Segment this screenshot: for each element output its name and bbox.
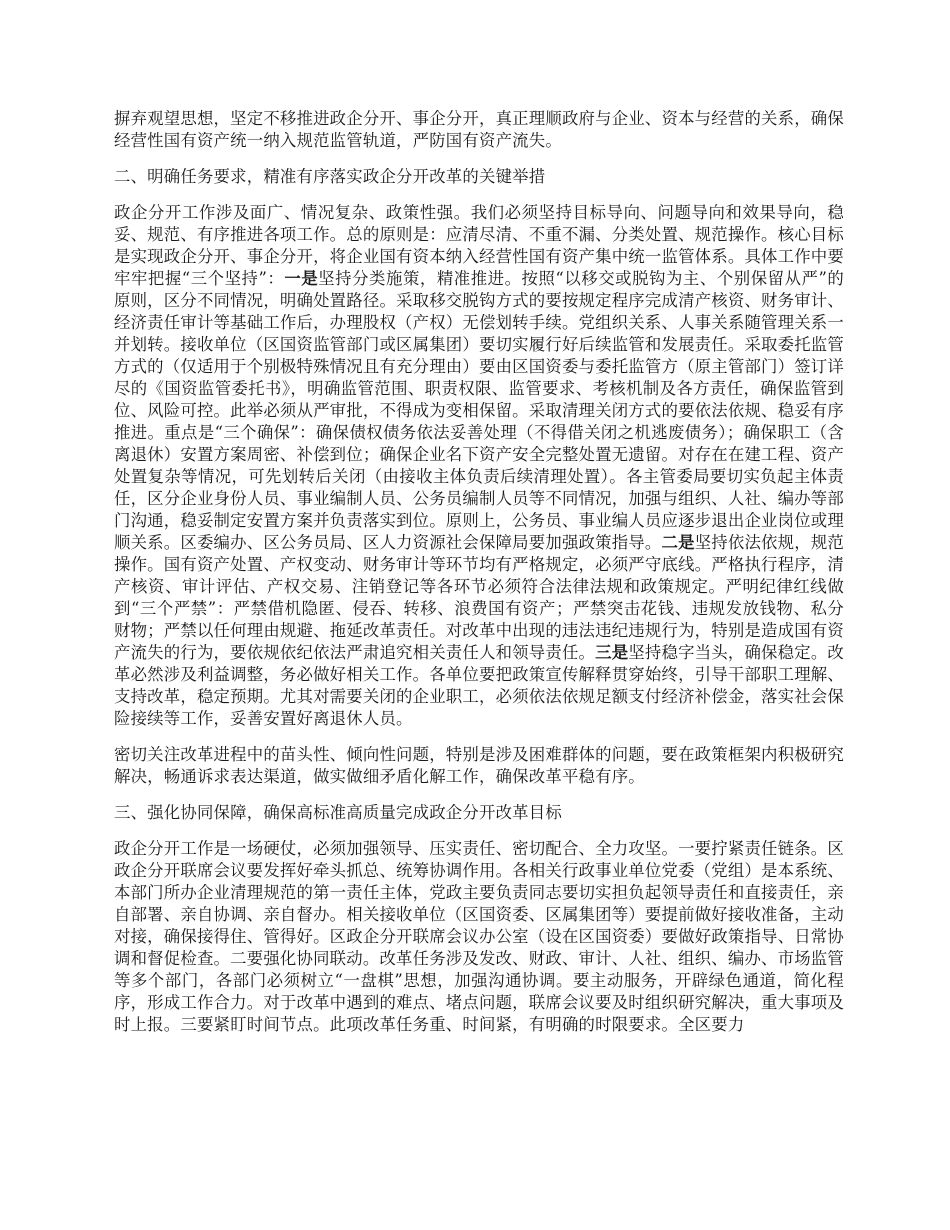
lead-phrase-1: 一是 (284, 269, 319, 288)
intro-paragraph: 摒弃观望思想，坚定不移推进政企分开、事企分开，真正理顺政府与企业、资本与经营的关系，确保经营性国有资产统一纳入规范监管轨道，严防国有资产流失。 (114, 109, 844, 150)
section-3-paragraph: 政企分开工作是一场硬仗，必须加强领导、压实责任、密切配合、全力攻坚。一要拧紧责任链条。区政企分开联席会议要发挥好牵头抓总、统筹协调作用。各相关行政事业单位党委（党组）是本系统、本部门所办企业清理规范的第一责任主体，党政主要负责同志要切实担负起领导责任和直接责任，亲自部署、亲自协调、亲自督办。相关接收单位（区国资委、区属集团等）要提前做好接收准备，主动对接，确保接得住、管得好。区政企分开联席会议办公室（设在区国资委）要做好政策指导、日常协调和督促检查。二要强化协同联动。改革任务涉及发改、财政、审计、人社、组织、编办、市场监管等多个部门，各部门必须树立“一盘棋”思想，加强沟通协调。要主动服务，开辟绿色通道，简化程序，形成工作合力。对于改革中遇到的难点、堵点问题，联席会议要及时组织研究解决，重大事项及时上报。三要紧盯时间节点。此项改革任务重、时间紧，有明确的时限要求。全区要力 (114, 839, 844, 1034)
section-heading-3: 三、强化协同保障，确保高标准高质量完成政企分开改革目标 (114, 803, 562, 822)
lead-phrase-3: 三是 (595, 643, 629, 662)
section-2-text-b: 坚持分类施策，精准推进。按照“以移交或脱钩为主、个别保留从严”的原则，区分不同情况，明确处置路径。采取移交脱钩方式的要按规定程序完成清产核资、财务审计、经济责任审计等基础工作后，办理股权（产权）无偿划转手续。党组织关系、人事关系随管理关系一并划转。接收单位（区国资监管部门或区属集团）要切实履行好后续监管和发展责任。采取委托监管方式的（仅适用于个别极特殊情况且有充分理由）要由区国资委与委托监管方（原主管部门）签订详尽的《国资监管委托书》，明确监管范围、职责权限、监管要求、考核机制及各方责任，确保监管到位、风险可控。此举必须从严审批，不得成为变相保留。采取清理关闭方式的要依法依规、稳妥有序推进。重点是“三个确保”：确保债权债务依法妥善处理（不得借关闭之机逃废债务）；确保职工（含离退休）安置方案周密、补偿到位；确保企业名下资产安全完整处置无遗留。对存在在建工程、资产处置复杂等情况，可先划转后关闭（由接收主体负责后续清理处置）。各主管委局要切实负起主体责任，区分企业身份人员、事业编制人员、公务员编制人员等不同情况，加强与组织、人社、编办等部门沟通，稳妥制定安置方案并负责落实到位。原则上，公务员、事业编人员应逐步退出企业岗位或理顺关系。区委编办、区公务员局、区人力资源社会保障局要加强政策指导。 (114, 269, 844, 552)
stability-paragraph: 密切关注改革进程中的苗头性、倾向性问题，特别是涉及困难群体的问题，要在政策框架内积极研究解决，畅通诉求表达渠道，做实做细矛盾化解工作，确保改革平稳有序。 (114, 745, 844, 786)
section-2-text-a: 政企分开工作涉及面广、情况复杂、政策性强。我们必须坚持目标导向、问题导向和效果导向，稳妥、规范、有序推进各项工作。总的原则是：应清尽清、不重不漏、分类处置、规范操作。核心目标是实现政企分开、事企分开，将企业国有资本纳入经营性国有资产集中统一监管体系。具体工作中要牢牢把握“三个坚持”： (114, 203, 844, 288)
section-heading-2: 二、明确任务要求，精准有序落实政企分开改革的关键举措 (114, 167, 546, 186)
section-2-paragraph (114, 202, 844, 730)
document-page (114, 108, 844, 1036)
lead-phrase-2: 二是 (661, 533, 695, 552)
section-2-text-d: 坚持稳字当头，确保稳定。改革必然涉及利益调整，务必做好相关工作。各单位要把政策宣传解释贯穿始终，引导干部职工理解、支持改革，稳定预期。尤其对需要关闭的企业职工，必须依法依规足额支付经济补偿金，落实社会保险接续等工作，妥善安置好离退休人员。 (114, 643, 845, 728)
section-2-text-c: 坚持依法依规，规范操作。国有资产处置、产权变动、财务审计等环节均有严格规定，必须严守底线。严格执行程序，清产核资、审计评估、产权交易、注销登记等各环节必须符合法律法规和政策规定。严明纪律红线做到“三个严禁”：严禁借机隐匿、侵吞、转移、浪费国有资产；严禁突击花钱、违规发放钱物、私分财物；严禁以任何理由规避、拖延改革责任。对改革中出现的违法违纪违规行为，特别是造成国有资产流失的行为，要依规依纪依法严肃追究相关责任人和领导责任。 (114, 533, 845, 662)
